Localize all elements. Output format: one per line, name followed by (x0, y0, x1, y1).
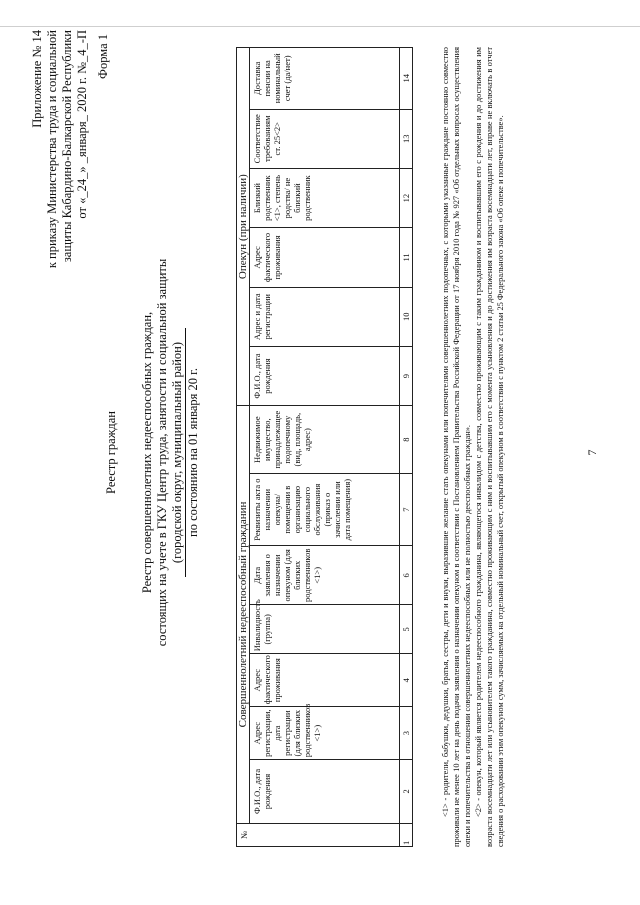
column-number: 7 (400, 474, 413, 546)
header-application-date: Дата заявления о назначении опекуном (для близких родственников <1>) (250, 546, 400, 605)
appendix-block (30, 30, 90, 268)
column-number: 10 (400, 287, 413, 346)
header-pension-delivery: Доставка пенсии на номинальный счет (да/нет) (250, 48, 400, 110)
title-line-4: по состоянию на 01 января 20 г. (186, 368, 200, 537)
column-number: 4 (400, 654, 413, 707)
registry-table (236, 47, 413, 847)
title-line-1: Реестр совершеннолетних недееспособных граждан, (140, 311, 154, 594)
document-title (140, 0, 201, 905)
column-number: 1 (400, 823, 413, 846)
appendix-line-1: Приложение № 14 (30, 30, 44, 128)
header-guardian-fio: Ф.И.О., дата рождения (250, 346, 400, 405)
header-relative: Близкий родственник <1>, степень родства/ не близкий родственник (250, 168, 400, 227)
header-ward-actual-address: Адрес фактического проживания (250, 654, 400, 707)
form-label: Форма 1 (96, 34, 110, 79)
column-number: 11 (400, 228, 413, 287)
column-number: 2 (400, 760, 413, 824)
column-number: 13 (400, 109, 413, 168)
header-ward-disability: Инвалидность (группа) (250, 605, 400, 654)
header-guardian-reg-address: Адрес и дата регистрации (250, 287, 400, 346)
column-number: 8 (400, 406, 413, 474)
appendix-line-2: к приказу Министерства труда и социальной (45, 30, 59, 269)
appendix-line-4: от «_24_» _января_ 2020 г. №_4_-П (75, 30, 89, 219)
footnote-2: <2> - опекун, который является родителем недееспособного гражданина, являющегося инвалидом с детства, совместно проживающим с таким гражданином и воспитывавшим его с рождения и до достижения им возраста восемнадцати лет или усыновителем такого гражданина, совместно проживающим с ним и воспитывавшим его с момента усыновления и до достижения им возраста восемнадцати лет, вправе не включать в отчет сведения о расходовании этим опекуном сумм, зачисляемых на отдельный номинальный счет, открытый опекуном в соответствии с пунктом 2 статьи 25 Федерального закона «Об опеке и попечительстве». (474, 47, 505, 847)
scan-edge-divider (0, 22, 640, 27)
header-compliance: Соответствие требованиям ст. 25<2> (250, 109, 400, 168)
header-act-details: Реквизиты акта о назначении опекуна/помещении в организацию социального обслуживания (приказ о зачислении или дата помещения) (250, 474, 400, 546)
group-ward-header: Совершеннолетний недееспособный гражданин (237, 406, 250, 823)
title-line-2: состоящих на учете в ГКУ Центр труда, занятости и социальной защиты (155, 258, 169, 647)
registry-title: Реестр граждан (104, 411, 118, 494)
header-guardian-actual-address: Адрес фактического проживания (250, 228, 400, 287)
header-no: № (237, 823, 400, 846)
appendix-line-3: защиты Кабардино-Балкарской Республики (60, 30, 74, 263)
header-ward-reg-address: Адрес регистрации, дата регистрации (для близких родственников <1>) (250, 707, 400, 760)
column-number: 9 (400, 346, 413, 405)
header-ward-fio: Ф.И.О., дата рождения (250, 760, 400, 824)
column-number: 3 (400, 707, 413, 760)
group-guardian-header: Опекун (при наличии) (237, 48, 250, 406)
footnote-1: <1> - родители, бабушки, дедушки, братья, сестры, дети и внуки, выразившие желание стать опекунами или попечителями совершеннолетних подопечных, с которыми указанные граждане постоянно совместно проживали не менее 10 лет на день подачи заявления о назначении опекуном в соответствии с Постановлением Правительства Российской Федерации от 17 ноября 2010 года № 927 «Об отдельных вопросах осуществления опеки и попечительства в отношении совершеннолетних недееспособных или не полностью дееспособных граждан». (441, 47, 472, 847)
header-property: Недвижимое имущество, принадлежащее подопечному (вид, площадь, адрес) (250, 406, 400, 474)
title-line-3: (городской округ, муниципальный район) (170, 328, 186, 577)
page-number: 7 (585, 449, 599, 456)
column-number: 5 (400, 605, 413, 654)
column-number: 14 (400, 48, 413, 110)
column-number: 6 (400, 546, 413, 605)
footnotes (440, 47, 506, 847)
column-number: 12 (400, 168, 413, 227)
